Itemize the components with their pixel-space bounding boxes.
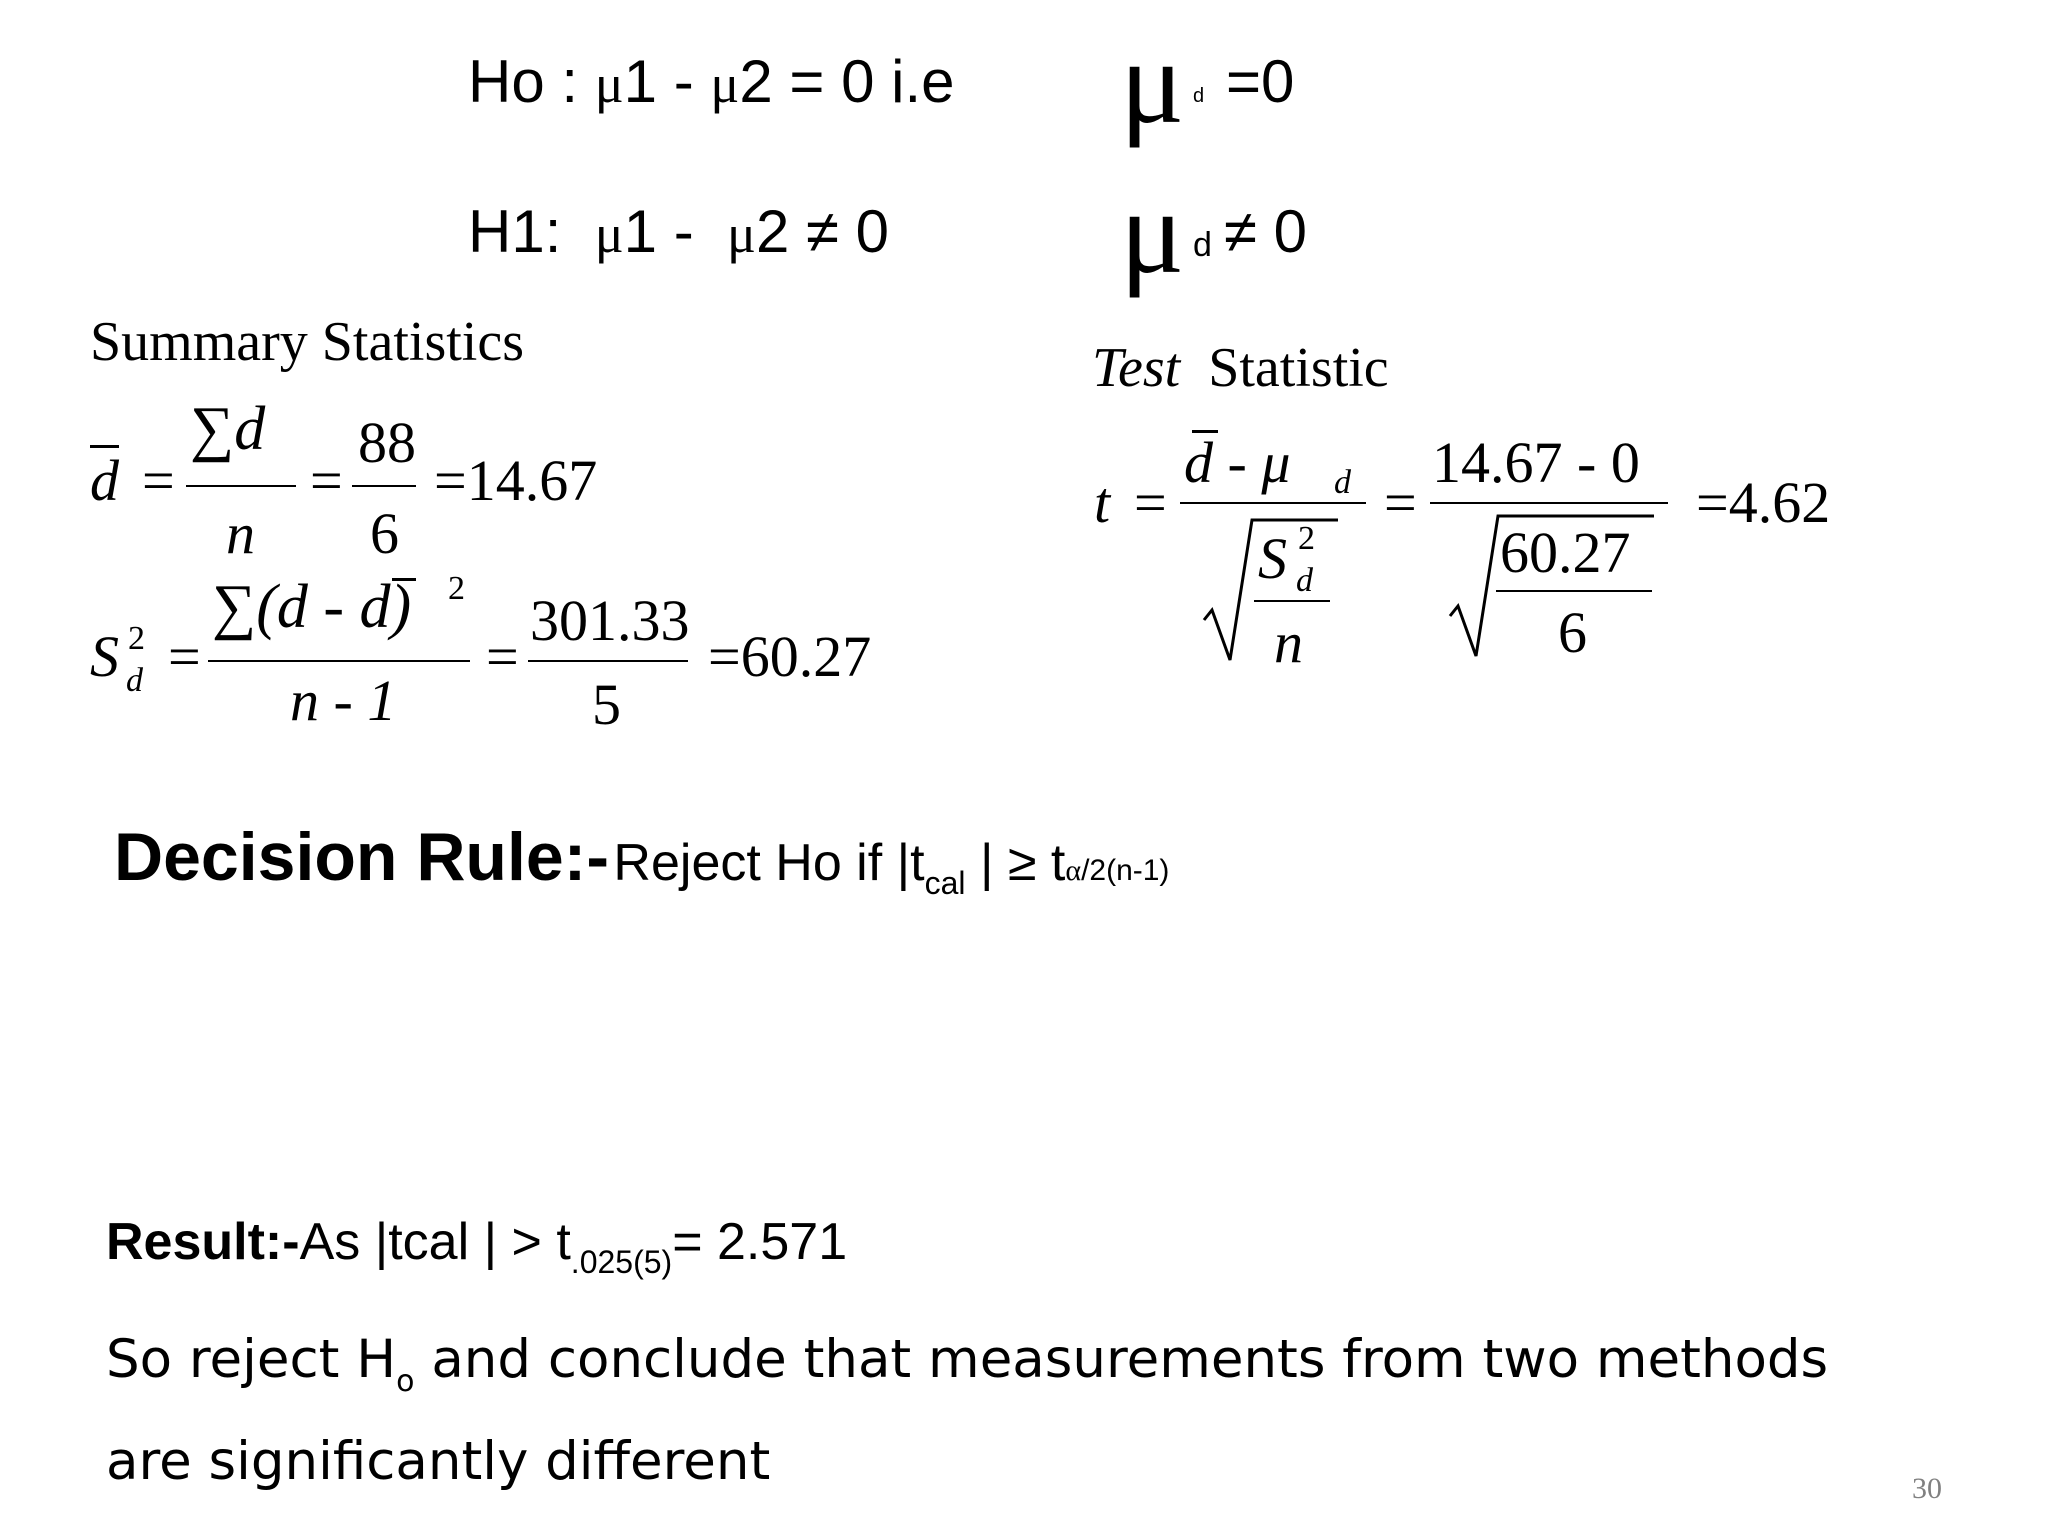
test-statistic-heading: Test Statistic [1092,337,1389,399]
h0-label: Ho : [468,48,579,115]
d-bar-symbol: d [90,452,119,510]
sum-squared-deviations: ∑(d - d) [212,573,412,641]
s-superscript: 2 [1298,520,1315,557]
fraction-line [352,485,416,487]
variance-result: =60.27 [708,624,872,689]
df-subscript: /2(n-1) [1081,854,1170,887]
alpha-symbol: α [1065,854,1082,887]
fraction-line [208,660,470,662]
n-minus-1-denominator: n - 1 [290,668,397,733]
mu-symbol: μ [710,54,740,114]
decision-rule-title: Decision Rule:- [114,819,609,895]
fraction-line [1180,502,1366,504]
numerator-14-67-minus-0: 14.67 - 0 [1432,430,1640,495]
h0-rest: 2 = 0 i.e [739,48,955,115]
alternative-hypothesis [468,198,890,265]
decision-rule [114,818,1169,902]
squared-superscript: 2 [448,570,465,607]
h1-rest: 2 ≠ 0 [756,198,890,265]
h0-one: 1 - [623,48,694,115]
conclusion [106,1320,1828,1502]
page-number: 30 [1912,1472,1942,1505]
mu-symbol: μ [594,54,624,114]
numerator-60-27: 60.27 [1500,520,1631,585]
h1-label: H1: [468,198,562,265]
sum-d-numerator: ∑d [190,395,266,463]
n-denominator: n [1274,610,1303,675]
mu-subscript: d [1334,464,1351,501]
fraction-line [186,485,296,487]
summary-statistics-heading: Summary Statistics [90,311,524,373]
equals-sign: = [168,624,201,689]
h0-subscript: o [396,1364,415,1399]
critical-value-subscript: .025(5) [570,1244,673,1280]
result-line [106,1212,847,1281]
denominator-5: 5 [592,672,621,737]
mu-d-symbol: μ [1120,15,1185,148]
result-title: Result:- [106,1213,300,1271]
h1-end: ≠ 0 [1224,198,1307,265]
equals-sign: = [1134,470,1167,535]
decision-rule-text-2: | ≥ t [965,834,1066,892]
h1-one: 1 - [623,198,694,265]
mu-d-subscript: d [1193,85,1205,107]
fraction-line [1430,502,1668,504]
result-text: As |tcal | > t [299,1213,571,1271]
denominator-6: 6 [370,501,399,566]
s-symbol: S [1258,526,1287,591]
denominator-6: 6 [1558,600,1587,665]
null-hypothesis [468,48,955,115]
fraction-line [528,660,688,662]
decision-rule-text: Reject Ho if |t [613,834,925,892]
d-minus-mu-numerator: d - μ [1184,430,1291,495]
conclusion-line-1: So reject $H_o$ and conclude that measurements from two methods [106,1329,1829,1399]
n-denominator: n [226,501,255,566]
mu-d-subscript: d [1193,226,1212,264]
equals-sign: = [142,448,175,513]
equals-sign: = [1384,470,1417,535]
s-superscript: 2 [128,620,145,657]
numerator-88: 88 [358,410,416,475]
cal-subscript: cal [924,865,966,901]
equals-sign: = [486,624,519,689]
conclusion-line-2: are significantly different [106,1431,771,1492]
h0-end: =0 [1226,48,1295,115]
fraction-line [1254,600,1330,602]
mu-d-symbol: μ [1120,165,1185,298]
equals-sign: = [310,448,343,513]
t-symbol: t [1094,470,1111,535]
s-subscript: d [126,662,143,699]
fraction-line [1496,590,1652,592]
s-symbol: S [90,624,119,689]
numerator-301-33: 301.33 [530,588,690,653]
s-subscript: d [1296,562,1313,599]
d-bar-overline [1192,430,1218,433]
mu-symbol: μ [727,204,756,264]
critical-value: = 2.571 [672,1213,848,1271]
mu-symbol: μ [594,204,624,264]
t-result: =4.62 [1696,470,1831,535]
mean-result: =14.67 [434,448,598,513]
d-bar-overline [392,578,416,581]
